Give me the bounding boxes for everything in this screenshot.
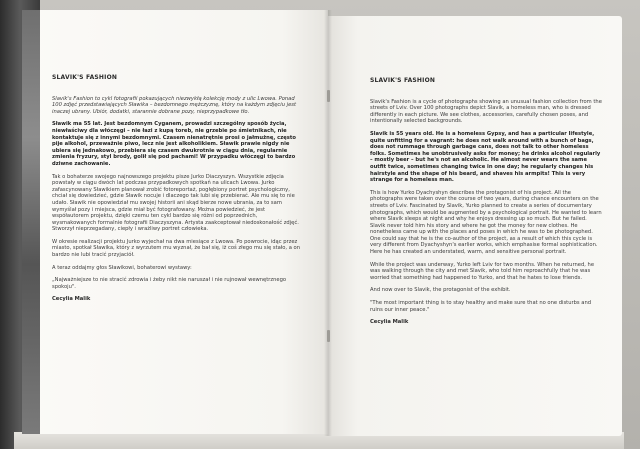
right-bold-paragraph: Slavik is 55 years old. He is a homeless Gypsy, and has a particular lifestyle, quite unfitting for a vagrant: he does not walk around with a bunch of bags, does not rummage through garbage cans, does not talk to other homeless folks. Sometimes he unobtrusively asks for money; he drinks alcohol regularly – mostly beer – but he's not an alcoholic. He almost never wears the same outfit twice, sometimes changing twice in one day; he regularly changes his hairstyle and the shape of his beard, and shaves his armpits! This is very strange for a homeless man. [370,130,601,184]
left-page-text [52,75,302,309]
left-page-title: SLAVIK'S FASHION [52,74,118,81]
left-signature: Cecylia Malik [52,296,91,303]
left-bold-paragraph: Sławik ma 55 lat. Jest bezdomnym Cyganem, prowadzi szczególny sposób życia, niewłaściwy dla włóczęgi – nie łazi z kupą toreb, nie grzebie po śmietnikach, nie kontaktuje się z innymi bezdomnymi. Czasem nienatrętnie prosi o jałmużnę, często pije alkohol, przeważnie piwo, lecz nie jest alkoholikiem. Sławik prawie nigdy nie ubiera się jednakowo, przebiera się czasem dwukrotnie w ciągu dnia, regularnie zmienia fryzury, styl brody, golił się pod pachami! W przypadku włóczęgi to bardzo dziwne zachowanie. [52,121,296,167]
left-intro-paragraph: Slavik's Fashion to cykl fotografii pokazujących niezwykłą kolekcję mody z ulic Lwowa. Ponad 100 zdjęć przedstawiających Sławika – bezdomnego mężczyznę, który na każdym zdjęciu jest inaczej ubrany. Ubiór, dodatki, starannie dobrane pozy, nieprzypadkowe tło. [52,95,296,115]
right-intro-paragraph: Slavik's Fashion is a cycle of photographs showing an unusual fashion collection from the streets of Lviv. Over 100 photographs depict Slavik, a homeless man, who is dressed differently in each picture. We see clothes, accessories, carefully chosen poses, and intentionally selected backgrounds. [370,98,602,125]
staple-top [327,90,330,102]
book-gutter [324,10,332,436]
right-signature: Cecylia Malik [370,319,409,326]
left-body-paragraph-3: A teraz oddajmy głos Sławikowi, bohaterowi wystawy: [52,264,192,271]
left-quote: „Najważniejsze to nie stracić zdrowia i żeby nikt nie naruszał i nie rujnował wewnętrznego spokoju". [52,277,287,290]
right-body-paragraph-2: While the project was underway, Yurko left Lviv for two months. When he returned, he was walking through the city and met Slavik, who told him reproachfully that he was worried that something had happened to Yurko, and that he hates to lose friends. [370,261,595,281]
right-body-paragraph-1: This is how Yurko Dyachyshyn describes the protagonist of his project. All the photographs were taken over the course of two years, during chance encounters on the streets of Lviv. Fascinated by Slavik, Yurko planned to create a series of documentary photographs, which would be augmented by a psychological portrait. He wanted to learn where Slavik sleeps at night and why he enjoys dressing up so much. But he failed. Slavik never told him his story and where he got the money for new clothes. He nonetheless came up with the places and poses in which he was to be photographed. One could say that he is the co-author of the project, as a result of which this cycle is very different from Dyachyshyn's earlier works, which emphasise formal sophistication. Here he has created an understated, warm, and sensitive personal portrait. [370,189,602,256]
staple-bottom [327,330,330,342]
right-page-title: SLAVIK'S FASHION [370,77,436,84]
right-body-paragraph-3: And now over to Slavik, the protagonist of the exhibit. [370,287,511,294]
right-quote: "The most important thing is to stay healthy and make sure that no one disturbs and ruins our inner peace." [370,300,592,313]
right-page-text [370,78,602,332]
left-body-paragraph-2: W okresie realizacji projektu Jurko wyjechał na dwa miesiące z Lwowa. Po powrocie, idąc przez miasto, spotkał Sławika, który z wyrzutem mu wyznał, że bał się, iż coś złego mu się stało, a on bardzo nie lubi tracić przyjaciół. [52,238,301,259]
facing-photo-edge [22,10,40,434]
left-body-paragraph-1: Tak o bohaterze swojego najnowszego projektu pisze Jurko Diaczyszyn. Wszystkie zdjęcia powstały w ciągu dwóch lat podczas przypadkowych spotkań na ulicach Lwowa. Jurko zafascynowany Sławikiem planował zrobić fotoreportaż, pogłębiony portret psychologiczny, chciał się dowiedzieć, gdzie Sławik nocuje i dlaczego tak lubi się przebierać. Ale mu się to nie udało. Sławik nie opowiedział mu swojej historii ani skąd bierze nowe ubrania, za to sam wymyślał pozy i miejsca, gdzie miał być fotografowany. Można powiedzieć, że jest współautorem projektu, dzięki czemu ten cykl bardzo się różni od poprzednich, wysmakowanych formalnie fotografii Diaczyszyna. Artysta zaakceptował niedoskonałość zdjęć. Stworzył nieprzegadany, ciepły i wrażliwy portret człowieka. [52,173,299,233]
